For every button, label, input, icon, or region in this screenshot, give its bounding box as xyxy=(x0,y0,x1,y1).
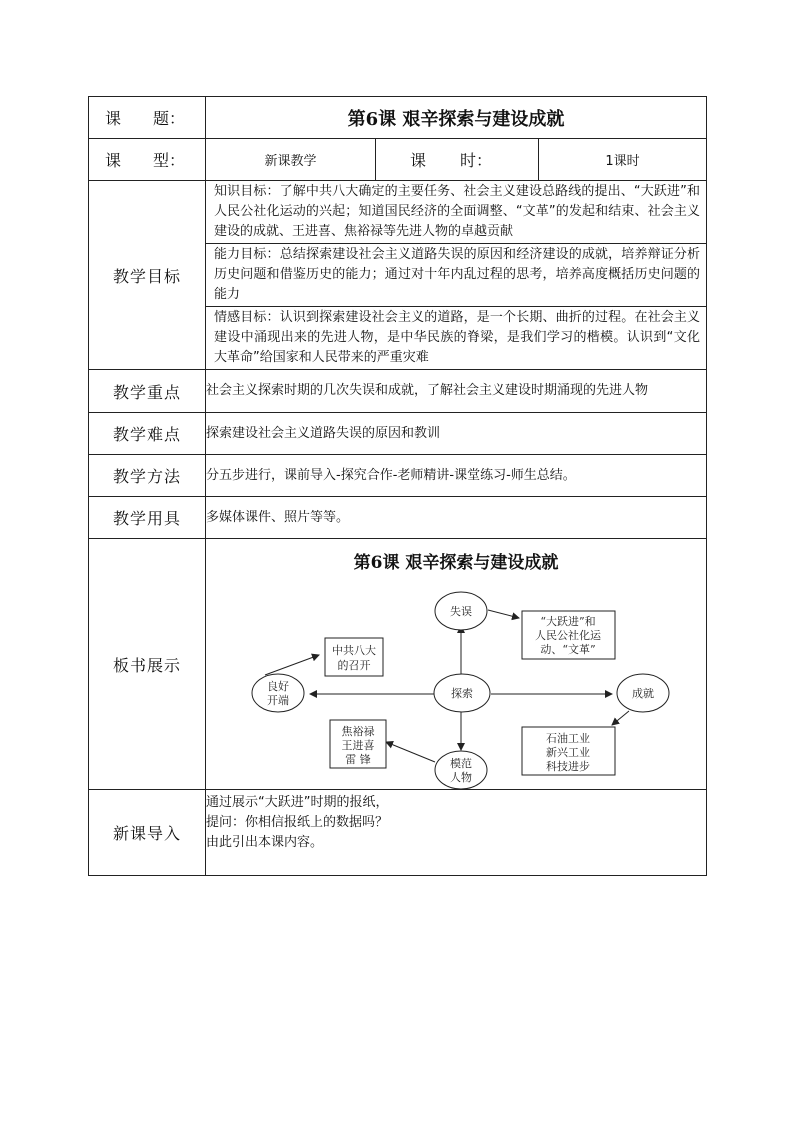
lesson-type-value: 新课教学 xyxy=(206,139,376,181)
box-leap-line1: “大跃进”和 xyxy=(540,615,596,628)
topic-label-cell xyxy=(89,97,206,139)
lesson-title: 第6课 艰辛探索与建设成就 xyxy=(206,97,707,139)
box-leap-line2: 人民公社化运 xyxy=(535,629,601,642)
ability-objective: 能力目标：总结探索建设社会主义道路失误的原因和经济建设的成就，培养辩证分析历史问题和借鉴历史的能力；通过对十年内乱过程的思考，培养高度概括历史问题的能力 xyxy=(206,244,706,307)
node-models-line2: 人物 xyxy=(450,771,472,784)
type-label-char2: 型： xyxy=(152,151,185,170)
type-label xyxy=(89,148,205,171)
arrow-achieve-to-box xyxy=(612,711,629,725)
node-good-start-line1: 良好 xyxy=(267,680,289,693)
difficulties-label: 教学难点 xyxy=(89,413,206,455)
board-title: 第6课 艰辛探索与建设成就 xyxy=(353,553,559,573)
difficulties-row xyxy=(89,413,707,455)
box-leap-line3: 动、“文革” xyxy=(540,643,596,656)
node-achievement xyxy=(617,674,669,712)
topic-label-char1: 课 xyxy=(105,109,122,128)
node-explore xyxy=(434,674,490,712)
node-mistake-label: 失误 xyxy=(450,605,472,618)
box-achievements xyxy=(522,727,615,775)
box-heroes xyxy=(330,720,386,768)
methods-text: 分五步进行，课前导入-探究合作-老师精讲-课堂练习-师生总结。 xyxy=(206,455,707,497)
hours-label xyxy=(376,148,538,171)
node-good-start-line2: 开端 xyxy=(267,694,289,707)
box-heroes-line1: 焦裕禄 xyxy=(341,725,375,738)
topic-label-char2: 题： xyxy=(152,109,185,128)
knowledge-objective: 知识目标：了解中共八大确定的主要任务、社会主义建设总路线的提出、“大跃进”和人民公社化运动的兴起；知道国民经济的全面调整、“文革”的发起和结束、社会主义建设的成就、王进喜、焦裕禄等先进人物的卓越贡献 xyxy=(206,181,706,244)
type-row xyxy=(89,139,707,181)
intro-line-3: 由此引出本课内容。 xyxy=(206,835,324,850)
box-congress-line1: 中共八大 xyxy=(332,644,376,657)
topic-label xyxy=(89,106,205,129)
intro-label: 新课导入 xyxy=(89,790,206,876)
board-label: 板书展示 xyxy=(89,539,206,790)
topic-row xyxy=(89,97,707,139)
board-row xyxy=(89,539,707,790)
hours-label-char2: 时： xyxy=(459,151,492,170)
lesson-plan-table xyxy=(88,96,707,876)
intro-line-1: 通过展示“大跃进”时期的报纸， xyxy=(206,795,389,810)
methods-label: 教学方法 xyxy=(89,455,206,497)
type-label-cell xyxy=(89,139,206,181)
box-achieve-line3: 科技进步 xyxy=(546,760,590,773)
emotion-objective: 情感目标：认识到探索建设社会主义的道路，是一个长期、曲折的过程。在社会主义建设中涌现出来的先进人物，是中华民族的脊梁，是我们学习的楷模。认识到“文化大革命”给国家和人民带来的严重灾难 xyxy=(214,310,701,365)
key-points-row xyxy=(89,370,707,413)
box-heroes-line3: 雷 锋 xyxy=(345,753,371,766)
node-good-start xyxy=(252,674,304,712)
intro-line-2: 提问：你相信报纸上的数据吗？ xyxy=(206,815,389,830)
arrow-models-to-heroes xyxy=(386,742,435,762)
node-mistake xyxy=(435,592,487,630)
node-achievement-label: 成就 xyxy=(632,687,654,700)
tools-text: 多媒体课件、照片等等。 xyxy=(206,497,707,539)
type-label-char1: 课 xyxy=(105,151,122,170)
arrow-mistake-to-leap xyxy=(488,610,519,618)
objectives-content xyxy=(206,181,707,370)
objectives-label: 教学目标 xyxy=(89,181,206,370)
board-diagram xyxy=(206,574,706,789)
board-content xyxy=(206,539,707,790)
difficulties-text: 探索建设社会主义道路失误的原因和教训 xyxy=(206,413,707,455)
box-congress-line2: 的召开 xyxy=(337,659,371,672)
box-achieve-line2: 新兴工业 xyxy=(546,746,590,759)
tools-label: 教学用具 xyxy=(89,497,206,539)
intro-row xyxy=(89,790,707,876)
hours-label-char1: 课 xyxy=(410,151,427,170)
methods-row xyxy=(89,455,707,497)
node-explore-label: 探索 xyxy=(451,687,473,700)
arrow-start-to-congress xyxy=(265,655,319,675)
key-points-label: 教学重点 xyxy=(89,370,206,413)
hours-label-cell xyxy=(376,139,539,181)
objectives-row xyxy=(89,181,707,370)
node-models-line1: 模范 xyxy=(450,757,472,770)
box-congress xyxy=(325,638,383,676)
box-achieve-line1: 石油工业 xyxy=(546,732,590,745)
box-heroes-line2: 王进喜 xyxy=(341,739,375,752)
node-models xyxy=(435,751,487,789)
intro-content xyxy=(206,790,707,876)
lesson-hours-value: 1课时 xyxy=(539,139,707,181)
tools-row xyxy=(89,497,707,539)
box-leap xyxy=(522,611,615,659)
key-points-text: 社会主义探索时期的几次失误和成就，了解社会主义建设时期涌现的先进人物 xyxy=(206,370,707,413)
